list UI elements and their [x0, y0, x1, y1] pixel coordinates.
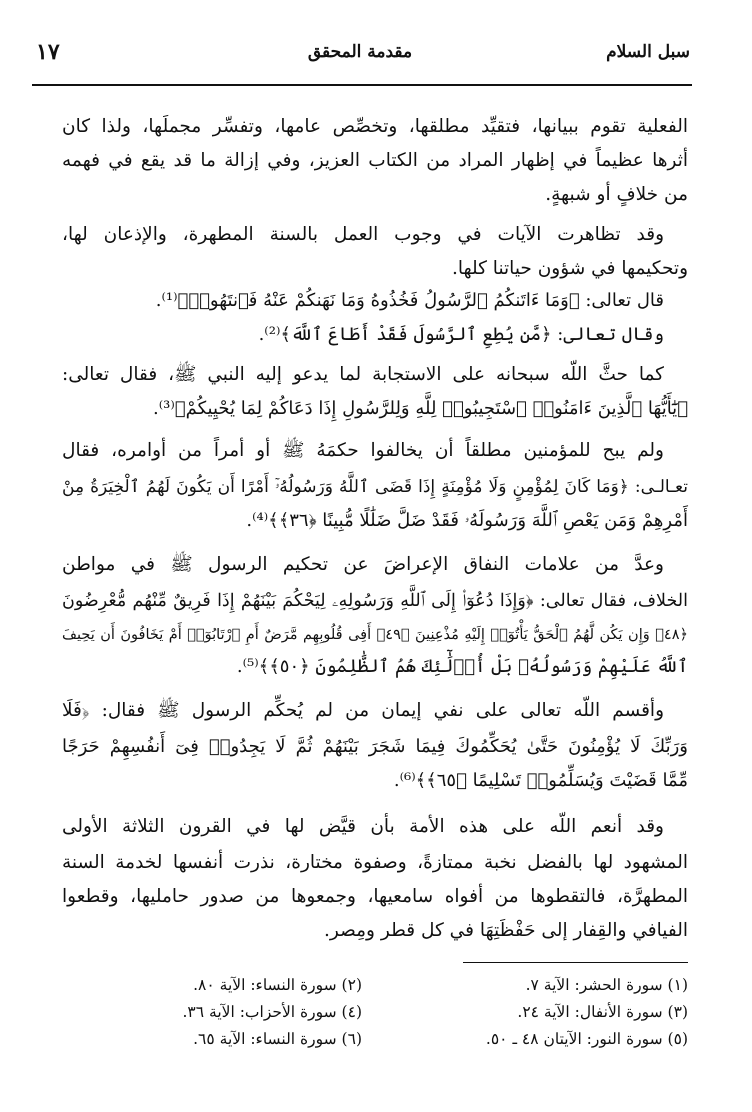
body-line: وتحكيمها في شؤون حياتنا كلها. — [451, 258, 688, 279]
footnote: (٣) سورة الأنفال: الآية ٢٤. — [517, 1003, 688, 1021]
body-line: ﴿يَٰٓأَيُّهَا ٱلَّذِينَ ءَامَنُوا۟ ٱسْتَجِيبُوا۟ لِلَّهِ وَلِلرَّسُولِ إِذَا دَعَاكُمْ لِمَا يُحْيِيكُمْ﴾⁽³⁾. — [153, 398, 688, 419]
section-title: مقدمة المحقق — [307, 42, 413, 62]
header-rule — [32, 84, 692, 86]
body-line: كما حثَّ اللّه سبحانه على الاستجابة لما يدعو إليه النبي ﷺ، فقال تعالى: — [62, 364, 664, 385]
body-line: المشهود لها بالفضل نخبة ممتازةً، وصفوة مختارة، نذرت أنفسها لخدمة السنة — [62, 852, 688, 873]
footnote: (٥) سورة النور: الآيتان ٤٨ ـ ٥٠. — [485, 1030, 688, 1048]
body-line: وعدَّ من علامات النفاق الإعراضَ عن تحكيم الرسول ﷺ في مواطن — [62, 554, 664, 575]
body-line: وقد تظاهرت الآيات في وجوب العمل بالسنة المطهرة، والإذعان لها، — [62, 224, 664, 245]
footnote: (٤) سورة الأحزاب: الآية ٣٦. — [182, 1003, 362, 1021]
body-line: من خلافٍ أو شبهةٍ. — [545, 184, 688, 205]
body-line: أَمْرِهِمْ وَمَن يَعْصِ ٱللَّهَ وَرَسُولَهُۥ فَقَدْ ضَلَّ ضَلَٰلًا مُّبِينًا ﴿٣٦﴾﴾⁽⁴⁾. — [246, 510, 688, 531]
body-line: وقد أنعم اللّه على هذه الأمة بأن قيَّض لها في القرون الثلاثة الأولى — [62, 816, 664, 837]
body-line: الفيافي والقِفار إلى حَفْظَتِهَا في كل قطر ومِصر. — [324, 920, 688, 941]
body-line: وَرَبِّكَ لَا يُؤْمِنُونَ حَتَّىٰ يُحَكِّمُوكَ فِيمَا شَجَرَ بَيْنَهُمْ ثُمَّ لَا يَجِدُوا۟ فِىٓ أَنفُسِهِمْ حَرَجًا — [62, 736, 688, 757]
body-line: أثرها عظيماً في إظهار المراد من الكتاب العزيز، وفي إزالة ما قد يقع في فهمه — [62, 150, 688, 171]
body-line: مِّمَّا قَضَيْتَ وَيُسَلِّمُوا۟ تَسْلِيمًا ﴿٦٥﴾﴾⁽⁶⁾. — [393, 770, 688, 791]
body-line: الخلاف، فقال تعالى: ﴿وَإِذَا دُعُوٓا۟ إِلَى ٱللَّهِ وَرَسُولِهِۦ لِيَحْكُمَ بَيْنَهُمْ إِذَا فَرِيقٌ مِّنْهُم مُّعْرِضُونَ — [62, 591, 688, 611]
page-number: ١٧ — [36, 39, 60, 65]
body-line: الفعلية تقوم ببيانها، فتقيِّد مطلقها، وتخصِّص عامها، وتفسِّر مجملَها، ولذا كان — [62, 116, 688, 137]
running-header — [30, 39, 690, 82]
body-line: ٱللَّهُ عَلَيْهِمْ وَرَسُولُهُۥ بَلْ أُو۟لَٰٓئِكَ هُمُ ٱلظَّٰلِمُونَ ﴿٥٠﴾﴾⁽⁵⁾. — [236, 656, 688, 677]
body-line: ﴿٤٨﴾ وَإِن يَكُن لَّهُمُ ٱلْحَقُّ يَأْتُوٓا۟ إِلَيْهِ مُذْعِنِينَ ﴿٤٩﴾ أَفِى قُلُوبِهِم مَّرَضٌ أَمِ ٱرْتَابُوٓا۟ أَمْ يَخَافُونَ أَن يَحِيفَ — [62, 627, 688, 643]
body-line: قال تعالى: ﴿وَمَا ءَاتَنكُمُ ٱلرَّسُولُ فَخُذُوهُ وَمَا نَهَنكُمْ عَنْهُ فَٱنتَهُوا۟﴾⁽¹⁾. — [155, 290, 664, 311]
footnote-rule — [463, 962, 688, 963]
body-line: تعـالـى: ﴿وَمَا كَانَ لِمُؤْمِنٍ وَلَا مُؤْمِنَةٍ إِذَا قَضَى ٱللَّهُ وَرَسُولُهُۥٓ أَمْرًا أَن يَكُونَ لَهُمُ ٱلْخِيَرَةُ مِنْ — [62, 477, 688, 497]
footnote: (٢) سورة النساء: الآية ٨٠. — [193, 976, 362, 994]
book-title: سبل السلام — [606, 42, 690, 62]
footnote: (١) سورة الحشر: الآية ٧. — [525, 976, 688, 994]
body-line: المطهرَّة، فالتقطوها من أفواه سامعيها، وجمعوها من صدور حامليها، وقطعوا — [62, 886, 688, 907]
body-line: وأقسم اللّه تعالى على نفي إيمان من لم يُحكِّم الرسول ﷺ فقال: ﴿فَلَا — [62, 700, 664, 721]
body-line: ولم يبح للمؤمنين مطلقاً أن يخالفوا حكمَهُ ﷺ أو أمراً من أوامره، فقال — [62, 440, 664, 461]
body-line: وقال تعالى: ﴿مَّن يُطِعِ ٱلرَّسُولَ فَقَدْ أَطَاعَ ٱللَّهَ﴾⁽²⁾. — [258, 324, 664, 345]
footnote: (٦) سورة النساء: الآية ٦٥. — [193, 1030, 362, 1048]
